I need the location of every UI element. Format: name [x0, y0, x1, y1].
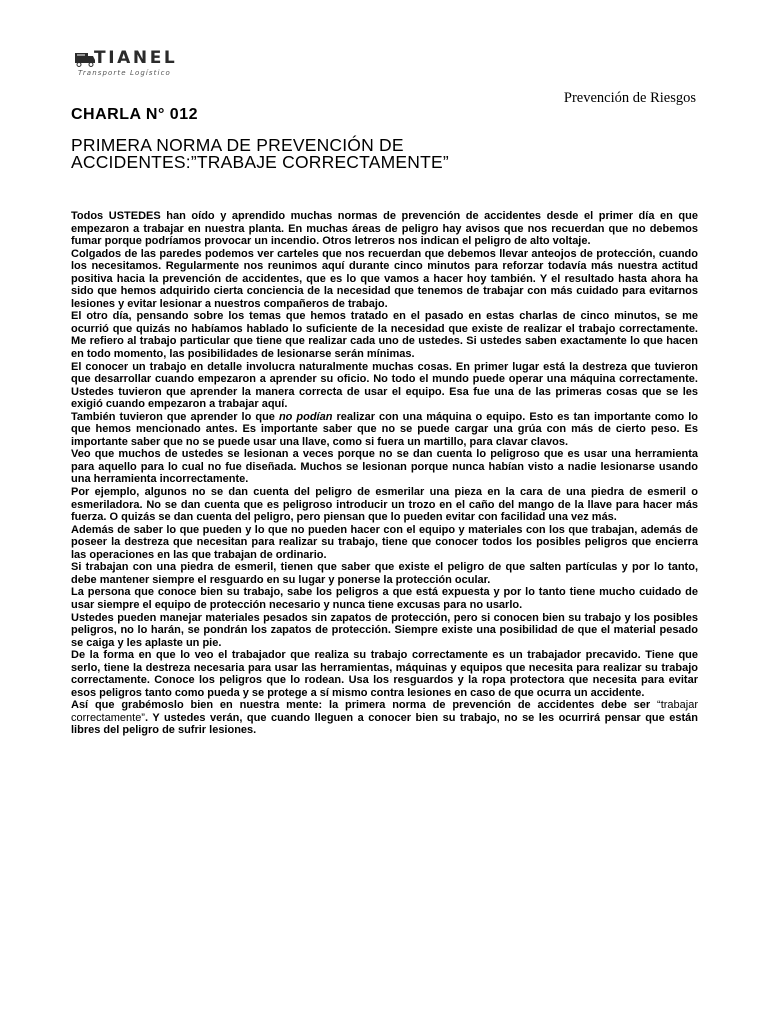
paragraph-10: La persona que conoce bien su trabajo, sabe los peligros a que está expuesta y por lo tanto tiene mucho cuidado de usar siempre el equipo de protección necesario y nunca tiene excusas para no usarlo.: [71, 586, 698, 611]
paragraph-7: Por ejemplo, algunos no se dan cuenta del peligro de esmerilar una pieza en la cara de una piedra de esmeril o esmeriladora. No se dan cuenta que es peligroso introducir un trozo en el caño del mango de la llave para hacer más fuerza. O quizás se dan cuenta del peligro, pero piensan que lo pueden evitar con facilidad una vez más.: [71, 486, 698, 524]
paragraph-13: [71, 699, 698, 737]
paragraph-12: De la forma en que lo veo el trabajador que realiza su trabajo correctamente es un trabajador precavido. Tiene que serlo, tiene la destreza necesaria para usar las herramientas, máquinas y equipos que necesita para realizar su trabajo correctamente. Conoce los peligros que lo rodean. Usa los resguardos y la ropa protectora que necesita para evitar esos peligros tanto como pueda y se protege a sí mismo contra lesiones en caso de que ocurra un accidente.: [71, 649, 698, 699]
logo-name: TIANEL: [94, 48, 178, 68]
truck-logo-icon: [74, 50, 96, 68]
title-line-2: ACCIDENTES:”TRABAJE CORRECTAMENTE”: [71, 152, 449, 172]
logo-tagline: Transporte Logístico: [78, 69, 171, 77]
document-body: [71, 210, 698, 737]
paragraph-3: El otro día, pensando sobre los temas que hemos tratado en el pasado en estas charlas de cinco minutos, se me ocurrió que quizás no habíamos hablado lo suficiente de la necesidad que existe de realizar el trabajo correctamente. Me refiero al trabajo particular que tiene que realizar cada uno de ustedes. Si ustedes saben exactamente lo que hacen en todo momento, las posibilidades de lesionarse serán mínimas.: [71, 310, 698, 361]
paragraph-11: Ustedes pueden manejar materiales pesados sin zapatos de protección, pero si conocen bien su trabajo y los posibles peligros, no lo harán, se pondrán los zapatos de protección. Siempre existe una posibilidad de que el material pesado se caiga y les aplaste un pie.: [71, 611, 698, 649]
paragraph-9: Si trabajan con una piedra de esmeril, tienen que saber que existe el peligro de que salten partículas y por lo tanto, debe mantener siempre el resguardo en su lugar y ponerse la protección ocular.: [71, 561, 698, 586]
department-label: Prevención de Riesgos: [563, 90, 696, 106]
talk-number: CHARLA N° 012: [71, 106, 198, 123]
paragraph-5: [71, 411, 698, 449]
paragraph-13-start: Así que grabémoslo bien en nuestra mente: la primera norma de prevención de accidentes debe ser: [71, 699, 658, 712]
paragraph-8: Además de saber lo que pueden y lo que no pueden hacer con el equipo y materiales con los que trabajan, además de poseer la destreza que necesitan para realizar su trabajo, tiene que conocer todos los posibles peligros que encierra las operaciones en las que trabajan de ordinario.: [71, 523, 698, 561]
title-line-1: PRIMERA NORMA DE PREVENCIÓN DE: [71, 135, 404, 155]
company-logo: [74, 50, 224, 82]
paragraph-5-rest: realizar con una máquina o equipo. Esto es tan importante como lo que hemos mencionado antes. Es importante saber que no se puede cargar una grúa con más de cierto peso. Es importante saber que no se puede usar una llave, como si fuera un martillo, para clavar clavos.: [71, 410, 699, 448]
document-title: [71, 137, 591, 171]
paragraph-13-rest: . Y ustedes verán, que cuando lleguen a conocer bien su trabajo, no se les ocurrirá pensar que están libres del peligro de sufrir lesiones.: [71, 711, 698, 737]
paragraph-5-emphasis: no podían: [278, 410, 333, 423]
paragraph-5-start: También tuvieron que aprender lo que: [71, 410, 279, 423]
paragraph-2: Colgados de las paredes podemos ver carteles que nos recuerdan que debemos llevar anteojos de protección, cuando los necesitamos. Regularmente nos reunimos aquí durante cinco minutos para reforzar todavía más nuestra actitud positiva hacia la prevención de accidentes, que es lo que vamos a hacer hoy también. Y el resultado hasta ahora ha sido que hemos adquirido cierta conciencia de la necesidad que tenemos de trabajar con más cuidado para evitarnos lesiones y evitar lesionar a nuestros compañeros de trabajo.: [71, 247, 698, 310]
paragraph-1: Todos USTEDES han oído y aprendido muchas normas de prevención de accidentes desde el primer día en que empezaron a trabajar en nuestra planta. En muchas áreas de peligro hay avisos que nos recuerdan que no debemos fumar porque podríamos provocar un incendio. Otros letreros nos indican el peligro de alto voltaje.: [71, 210, 698, 248]
paragraph-4: El conocer un trabajo en detalle involucra naturalmente muchas cosas. En primer lugar está la destreza que tuvieron que desarrollar cuando empezaron a aprender su oficio. No todo el mundo puede operar una máquina correctamente. Ustedes tuvieron que aprender la manera correcta de usar el equipo. Esa fue una de las primeras cosas que se les exigió cuando empezaron a trabajar aquí.: [71, 360, 698, 411]
paragraph-13-quote: “trabajar correctamente”: [71, 699, 698, 724]
paragraph-6: Veo que muchos de ustedes se lesionan a veces porque no se dan cuenta lo peligroso que es usar una herramienta para aquello para lo cual no fue diseñada. Muchos se lesionan porque nunca habían visto a nadie lesionarse usando una herramienta incorrectamente.: [71, 448, 698, 486]
